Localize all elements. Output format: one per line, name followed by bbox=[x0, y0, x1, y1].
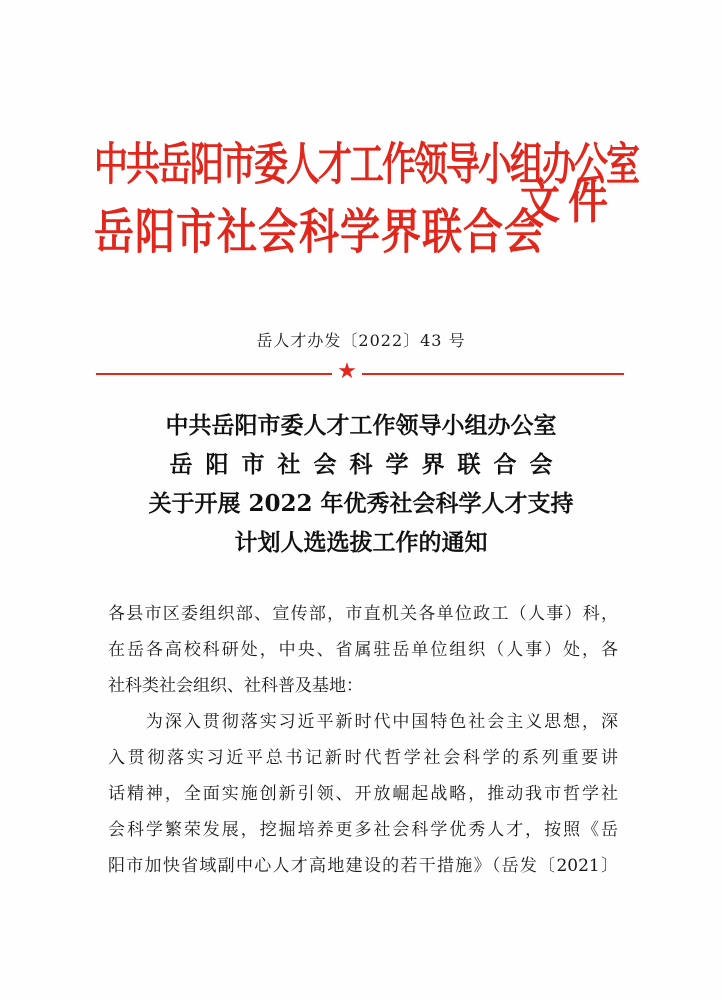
header-org-1: 中共岳阳市委人才工作领导小组办公室 bbox=[94, 138, 638, 192]
notice-title bbox=[0, 406, 722, 562]
divider-rule-left bbox=[96, 373, 332, 375]
red-header bbox=[94, 128, 654, 268]
divider-rule-right bbox=[362, 373, 624, 375]
body-line: 话精神，全面实施创新引领、开放崛起战略，推动我市哲学社 bbox=[108, 784, 618, 804]
body-line: 各县市区委组织部、宣传部，市直机关各单位政工（人事）科， bbox=[108, 604, 618, 624]
red-divider bbox=[96, 359, 624, 384]
body-line: 社科类社会组织、社科普及基地： bbox=[108, 676, 363, 696]
body-line: 入贯彻落实习近平总书记新时代哲学社会科学的系列重要讲 bbox=[108, 748, 618, 768]
body-line: 为深入贯彻落实习近平新时代中国特色社会主义思想，深 bbox=[108, 712, 618, 732]
body-line: 会科学繁荣发展，挖掘培养更多社会科学优秀人才，按照《岳 bbox=[108, 820, 618, 840]
title-line-1: 中共岳阳市委人才工作领导小组办公室 bbox=[165, 412, 557, 439]
header-org-2: 岳阳市社会科学界联合会 bbox=[94, 203, 545, 260]
header-suffix: 文件 bbox=[520, 175, 616, 230]
notice-body bbox=[108, 596, 618, 884]
title-line-4: 计划人选选拔工作的通知 bbox=[234, 529, 488, 556]
document-number: 岳人才办发〔2022〕43 号 bbox=[256, 331, 466, 350]
body-line: 在岳各高校科研处，中央、省属驻岳单位组织（人事）处，各 bbox=[108, 640, 618, 660]
star-icon: ★ bbox=[337, 359, 357, 384]
body-line: 阳市加快省域副中心人才高地建设的若干措施》（岳发〔2021〕 bbox=[108, 856, 618, 876]
title-line-2: 岳阳市社会科学界联合会 bbox=[169, 451, 566, 478]
title-line-3: 关于开展 2022 年优秀社会科学人才支持 bbox=[148, 490, 574, 517]
